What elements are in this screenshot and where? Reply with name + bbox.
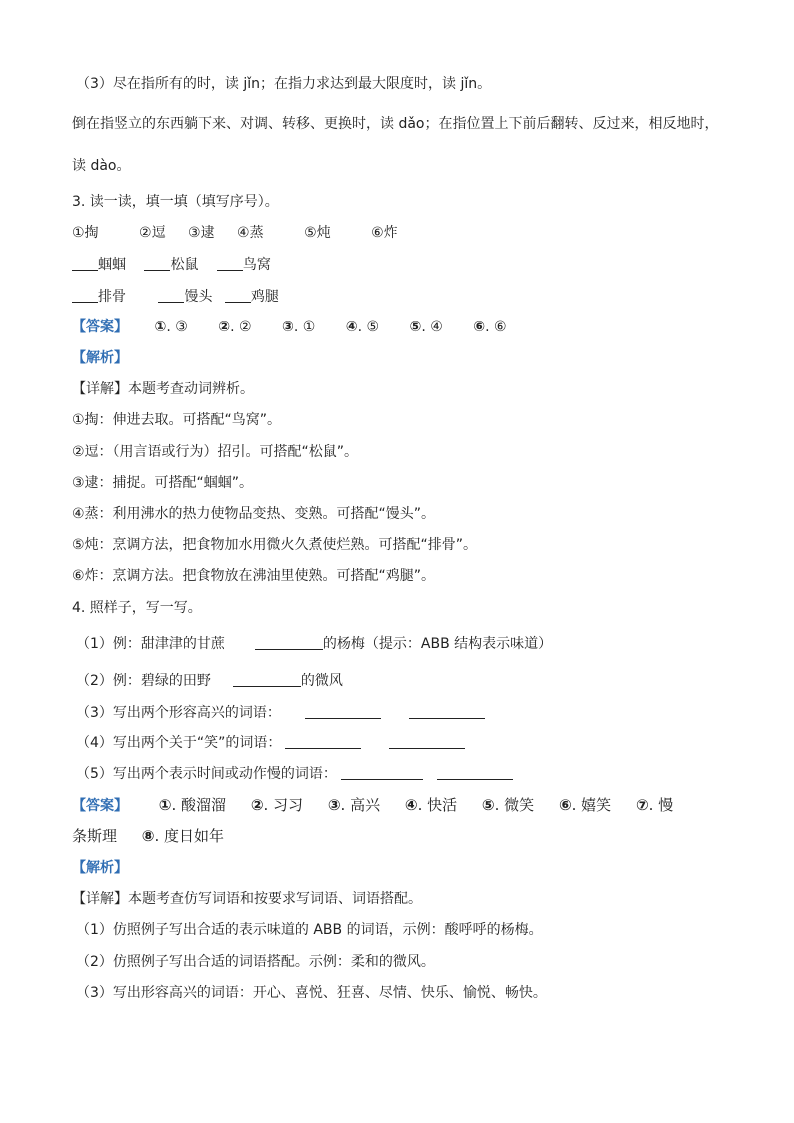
blank-line[interactable] [305,704,381,719]
question-item: （3）写出两个形容高兴的词语： [76,704,485,722]
explanation-line: （1）仿照例子写出合适的表示味道的 ABB 的词语，示例：酸呼呼的杨梅。 [76,922,543,938]
fill-row [72,288,279,306]
explanation-line: （2）仿照例子写出合适的词语搭配。示例：柔和的微风。 [76,954,435,970]
question-item: （4）写出两个关于“笑”的词语： [76,734,465,752]
fill-word: 排骨 [98,289,126,305]
analysis-label: 【解析】 [72,350,128,366]
answer-item: ③. 高兴 [327,796,381,814]
text-line: 读 dào。 [72,158,131,174]
answer-item: ⑥. ⑥ [473,319,507,335]
answer-item: ⑦. 慢 [635,796,674,814]
answer-label: 【答案】 [72,319,128,335]
answer-item: ③. ① [281,319,316,335]
answer-item: ②. 习习 [250,796,304,814]
fill-word: 蝈蝈 [98,257,126,273]
fill-word: 松鼠 [170,257,199,273]
answer-row-cont [72,827,224,845]
question-title: 3. 读一读，填一填（填写序号）。 [72,194,279,210]
blank-line[interactable] [255,635,323,650]
blank-line[interactable] [233,672,301,687]
blank-line[interactable] [144,256,170,271]
explanation-line: ③逮：捕捉。可搭配“蝈蝈”。 [72,475,254,491]
option: ③逮 [188,225,215,241]
blank-line[interactable] [285,734,361,749]
blank-line[interactable] [341,765,423,780]
answer-cont-text: 条斯理 [72,827,118,845]
fill-row [72,256,271,274]
answer-item: ②. ② [218,319,252,335]
analysis-label: 【解析】 [72,860,128,876]
blank-line[interactable] [225,288,251,303]
fill-word: 鸟窝 [242,257,271,273]
text-line: 倒在指竖立的东西躺下来、对调、转移、更换时，读 dǎo；在指位置上下前后翻转、反过来，相反地时， [72,116,719,132]
options-row [72,224,398,242]
detail-line: 【详解】本题考查动词辨析。 [72,381,254,397]
text-line: （3）尽在指所有的时，读 jǐn；在指力求达到最大限度时，读 jǐn。 [76,76,492,92]
answer-item: ⑥. 嬉笑 [558,796,612,814]
explanation-line: ④蒸：利用沸水的热力使物品变热、变熟。可搭配“馒头”。 [72,506,436,522]
answer-row [72,318,507,336]
question-item: （1）例：甜津津的甘蔗 的杨梅（提示：ABB 结构表示味道） [76,636,553,652]
explanation-line: ①掏：伸进去取。可搭配“鸟窝”。 [72,412,282,428]
blank-line[interactable] [437,765,513,780]
explanation-line: ②逗：（用言语或行为）招引。可搭配“松鼠”。 [72,444,359,460]
explanation-line: （3）写出形容高兴的词语：开心、喜悦、狂喜、尽情、快乐、愉悦、畅快。 [76,985,547,1001]
answer-item: ①. 酸溜溜 [158,796,227,814]
question-title: 4. 照样子，写一写。 [72,600,202,616]
answer-item: ④. ⑤ [345,319,380,335]
answer-label: 【答案】 [72,798,128,814]
blank-line[interactable] [217,256,243,271]
blank-line[interactable] [389,734,465,749]
option: ⑤炖 [304,225,331,241]
detail-line: 【详解】本题考查仿写词语和按要求写词语、词语搭配。 [72,891,422,907]
blank-line[interactable] [72,288,98,303]
explanation-line: ⑤炖：烹调方法，把食物加水用微火久煮使烂熟。可搭配“排骨”。 [72,537,478,553]
option: ⑥炸 [371,225,398,241]
blank-line[interactable] [72,256,98,271]
option: ④蒸 [237,225,264,241]
blank-line[interactable] [409,704,485,719]
option: ①掏 [72,225,99,241]
answer-item: ⑤. ④ [409,319,443,335]
question-item: （5）写出两个表示时间或动作慢的词语： [76,765,513,783]
option: ②逗 [139,225,166,241]
blank-line[interactable] [158,288,184,303]
answer-row [72,796,673,815]
answer-item: ①. ③ [154,319,188,335]
fill-word: 鸡腿 [250,289,279,305]
answer-item: ⑤. 微笑 [481,796,535,814]
explanation-line: ⑥炸：烹调方法。把食物放在沸油里使熟。可搭配“鸡腿”。 [72,568,436,584]
fill-word: 馒头 [184,289,213,305]
question-item: （2）例：碧绿的田野 的微风 [76,673,343,689]
answer-item: ④. 快活 [404,796,458,814]
answer-item: ⑧. 度日如年 [141,827,225,845]
